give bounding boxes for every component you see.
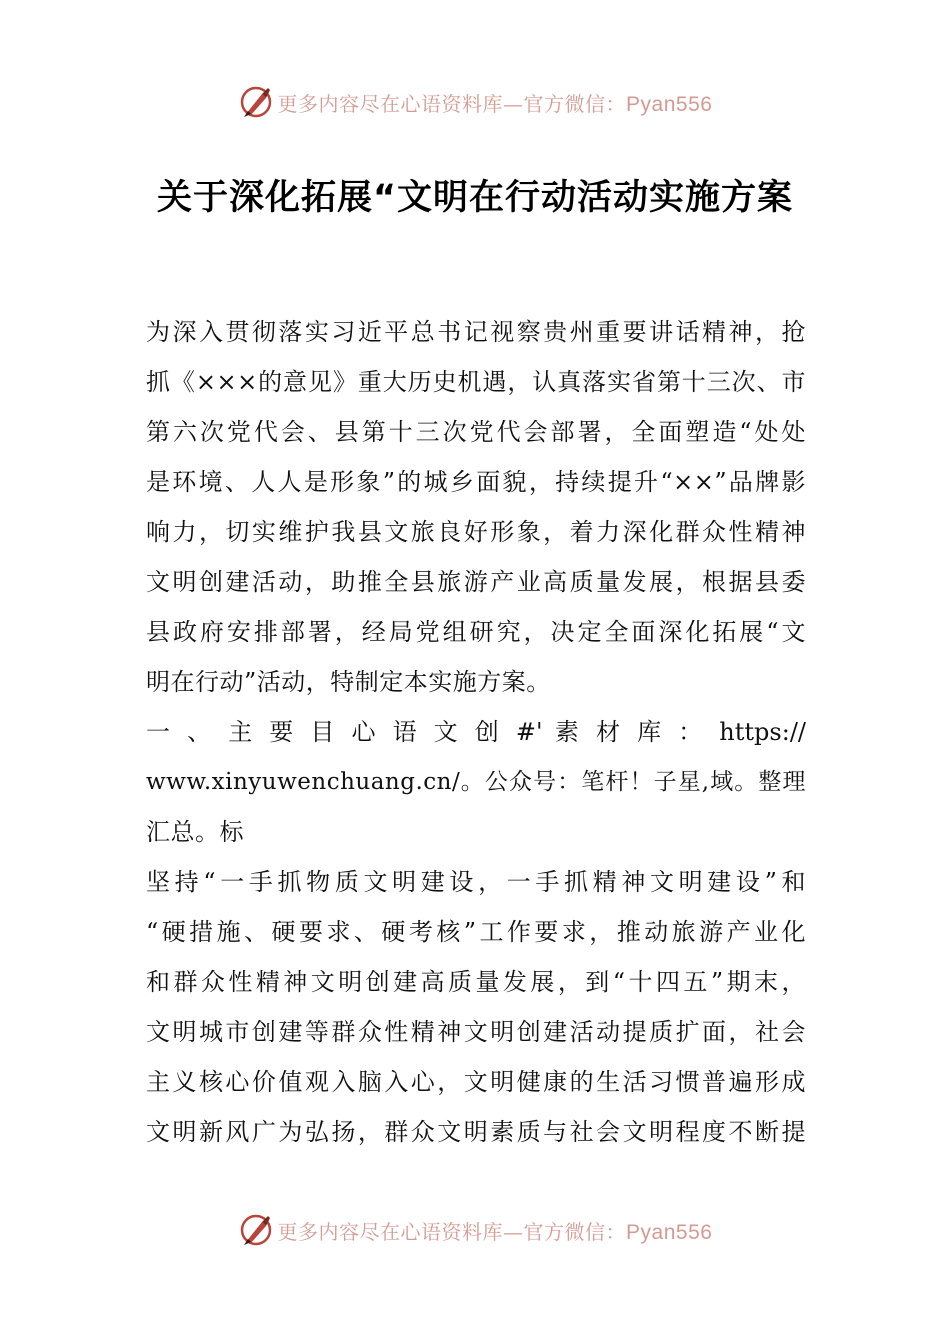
watermark-banner-bottom xyxy=(0,1210,950,1250)
watermark-text: 更多内容尽在心语资料库—官方微信： xyxy=(277,91,627,116)
pen-nib-logo-icon xyxy=(238,1212,274,1248)
body-line: 响力，切实维护我县文旅良好形象，着力深化群众性精神 xyxy=(146,518,806,546)
document-title: 关于深化拓展“文明在行动活动实施方案 xyxy=(156,178,793,218)
body-line-url: www.xinyuwenchuang.cn/。公众号：笔杆！子星,域。整理 xyxy=(146,769,806,795)
body-line: “硬措施、硬要求、硬考核”工作要求，推动旅游产业化 xyxy=(146,918,806,946)
body-line: 汇总。标 xyxy=(146,818,244,846)
body-line: 文明城市创建等群众性精神文明创建活动提质扩面，社会 xyxy=(146,1018,806,1046)
body-line: 坚持“一手抓物质文明建设，一手抓精神文明建设”和 xyxy=(146,868,806,896)
pen-nib-logo-icon xyxy=(238,84,274,120)
document-body xyxy=(146,307,806,1157)
body-line: 县政府安排部署，经局党组研究，决定全面深化拓展“文 xyxy=(146,618,806,646)
body-line: 为深入贯彻落实习近平总书记视察贵州重要讲话精神，抢 xyxy=(146,318,806,346)
body-line: 是环境、人人是形象”的城乡面貌，持续提升“××”品牌影 xyxy=(146,468,806,496)
body-line: 抓《×××的意见》重大历史机遇，认真落实省第十三次、市 xyxy=(146,368,806,396)
watermark-wechat-id: Pyan556 xyxy=(626,1220,713,1244)
body-line: 第六次党代会、县第十三次党代会部署，全面塑造“处处 xyxy=(146,418,806,446)
body-line: 明在行动”活动，特制定本实施方案。 xyxy=(146,668,551,696)
watermark-banner-top xyxy=(0,82,950,122)
body-line: 文明新风广为弘扬，群众文明素质与社会文明程度不断提 xyxy=(146,1118,806,1146)
body-line: 文明创建活动，助推全县旅游产业高质量发展，根据县委 xyxy=(146,568,806,596)
body-line-heading: 一 、 主 要 目 心 语 文 创 #' 素 材 库 ： https:// xyxy=(146,718,806,746)
body-line: 主义核心价值观入脑入心，文明健康的生活习惯普遍形成 xyxy=(146,1068,806,1096)
body-line: 和群众性精神文明创建高质量发展，到“十四五”期末， xyxy=(146,968,806,996)
watermark-wechat-id: Pyan556 xyxy=(626,92,713,116)
watermark-text: 更多内容尽在心语资料库—官方微信： xyxy=(277,1219,627,1244)
